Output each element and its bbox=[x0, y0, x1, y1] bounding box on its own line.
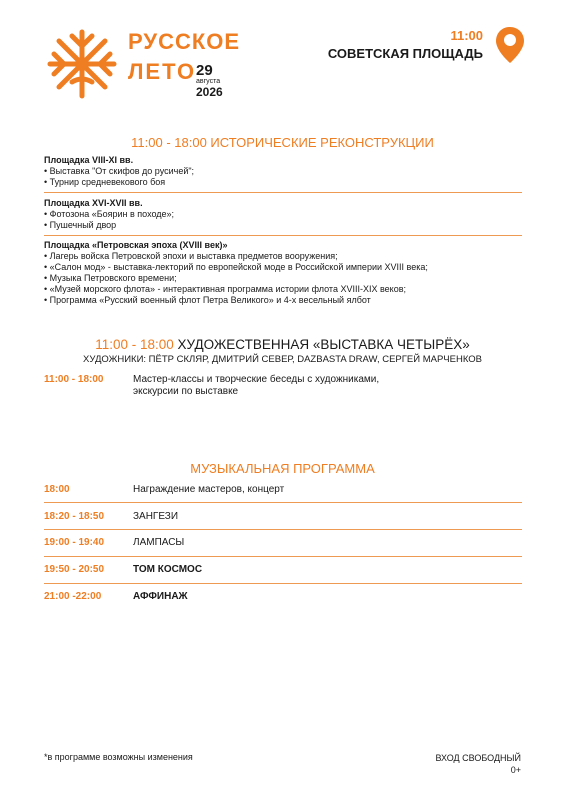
venue-item: • «Салон мод» - выставка-лекторий по европейской моде в Российской империи XVIII века; bbox=[44, 262, 428, 272]
music-row-text: Награждение мастеров, концерт bbox=[133, 484, 285, 495]
venue-item: • Лагерь войска Петровской эпохи и выставка предметов вооружения; bbox=[44, 251, 338, 261]
exhibition-row-text bbox=[133, 374, 379, 398]
venue-item: • Программа «Русский военный флот Петра Великого» и 4-х весельный ялбот bbox=[44, 295, 371, 305]
music-row-text: ТОМ КОСМОС bbox=[133, 564, 203, 575]
divider bbox=[44, 556, 522, 557]
reconstructions-title: 11:00 - 18:00 ИСТОРИЧЕСКИЕ РЕКОНСТРУКЦИИ bbox=[131, 135, 434, 150]
entry-info bbox=[435, 752, 521, 776]
event-start-time: 11:00 bbox=[450, 28, 483, 43]
exhibition-artists: ХУДОЖНИКИ: ПЁТР СКЛЯР, ДМИТРИЙ СЕВЕР, DAZBASTA DRAW, СЕРГЕЙ МАРЧЕНКОВ bbox=[83, 354, 482, 365]
venue-block-3 bbox=[44, 240, 522, 306]
music-row-text: ЗАНГЕЗИ bbox=[133, 511, 179, 522]
venue-item: • Фотозона «Боярин в походе»; bbox=[44, 209, 175, 219]
venue-item: • Турнир средневекового боя bbox=[44, 177, 166, 187]
venue-item: • Пушечный двор bbox=[44, 220, 117, 230]
event-location: СОВЕТСКАЯ ПЛОЩАДЬ bbox=[327, 46, 483, 61]
exhibition-row-line: Мастер-классы и творческие беседы с художниками, bbox=[133, 374, 380, 385]
music-row-time: 19:50 - 20:50 bbox=[44, 564, 105, 575]
music-row-text: АФФИНАЖ bbox=[133, 591, 188, 602]
venue-item: • Выставка "От скифов до русичей"; bbox=[44, 166, 195, 176]
brand-line-2: ЛЕТО bbox=[128, 59, 197, 84]
divider bbox=[44, 192, 522, 193]
divider bbox=[44, 502, 522, 503]
location-pin-icon bbox=[495, 26, 525, 64]
exhibition-title bbox=[0, 337, 565, 352]
event-month: августа bbox=[196, 78, 221, 85]
music-row-time: 18:20 - 18:50 bbox=[44, 511, 105, 522]
music-row-time: 21:00 -22:00 bbox=[44, 591, 102, 602]
event-year: 2026 bbox=[196, 85, 223, 99]
divider bbox=[44, 583, 522, 584]
music-row-text: ЛАМПАСЫ bbox=[133, 537, 185, 548]
exhibition-row-line: экскурсии по выставке bbox=[133, 386, 239, 397]
venue-item: • «Музей морского флота» - интерактивная программа истории флота XVIII-XIX веков; bbox=[44, 284, 406, 294]
music-title: МУЗЫКАЛЬНАЯ ПРОГРАММА bbox=[190, 461, 375, 476]
music-row-time: 19:00 - 19:40 bbox=[44, 537, 105, 548]
sun-tree-logo-icon bbox=[42, 24, 122, 104]
changes-note: *в программе возможны изменения bbox=[44, 752, 193, 762]
brand-line-1: РУССКОЕ bbox=[128, 29, 241, 54]
divider bbox=[44, 235, 522, 236]
exhibition-title-text: ХУДОЖЕСТВЕННАЯ «ВЫСТАВКА ЧЕТЫРЁХ» bbox=[177, 337, 470, 352]
exhibition-title-time: 11:00 - 18:00 bbox=[95, 337, 174, 352]
venue-block-1 bbox=[44, 155, 522, 188]
venue-heading: Площадка VIII-XI вв. bbox=[44, 155, 134, 165]
venue-heading: Площадка XVI-XVII вв. bbox=[44, 198, 143, 208]
divider bbox=[44, 529, 522, 530]
music-row-time: 18:00 bbox=[44, 484, 70, 495]
free-entry-label: ВХОД СВОБОДНЫЙ bbox=[435, 753, 521, 763]
venue-item: • Музыка Петровского времени; bbox=[44, 273, 177, 283]
exhibition-row-time: 11:00 - 18:00 bbox=[44, 374, 104, 385]
brand-title bbox=[128, 29, 241, 84]
age-rating: 0+ bbox=[510, 765, 521, 775]
venue-heading: Площадка «Петровская эпоха (XVIII век)» bbox=[44, 240, 228, 250]
venue-block-2 bbox=[44, 198, 522, 231]
event-day: 29 bbox=[196, 62, 213, 79]
